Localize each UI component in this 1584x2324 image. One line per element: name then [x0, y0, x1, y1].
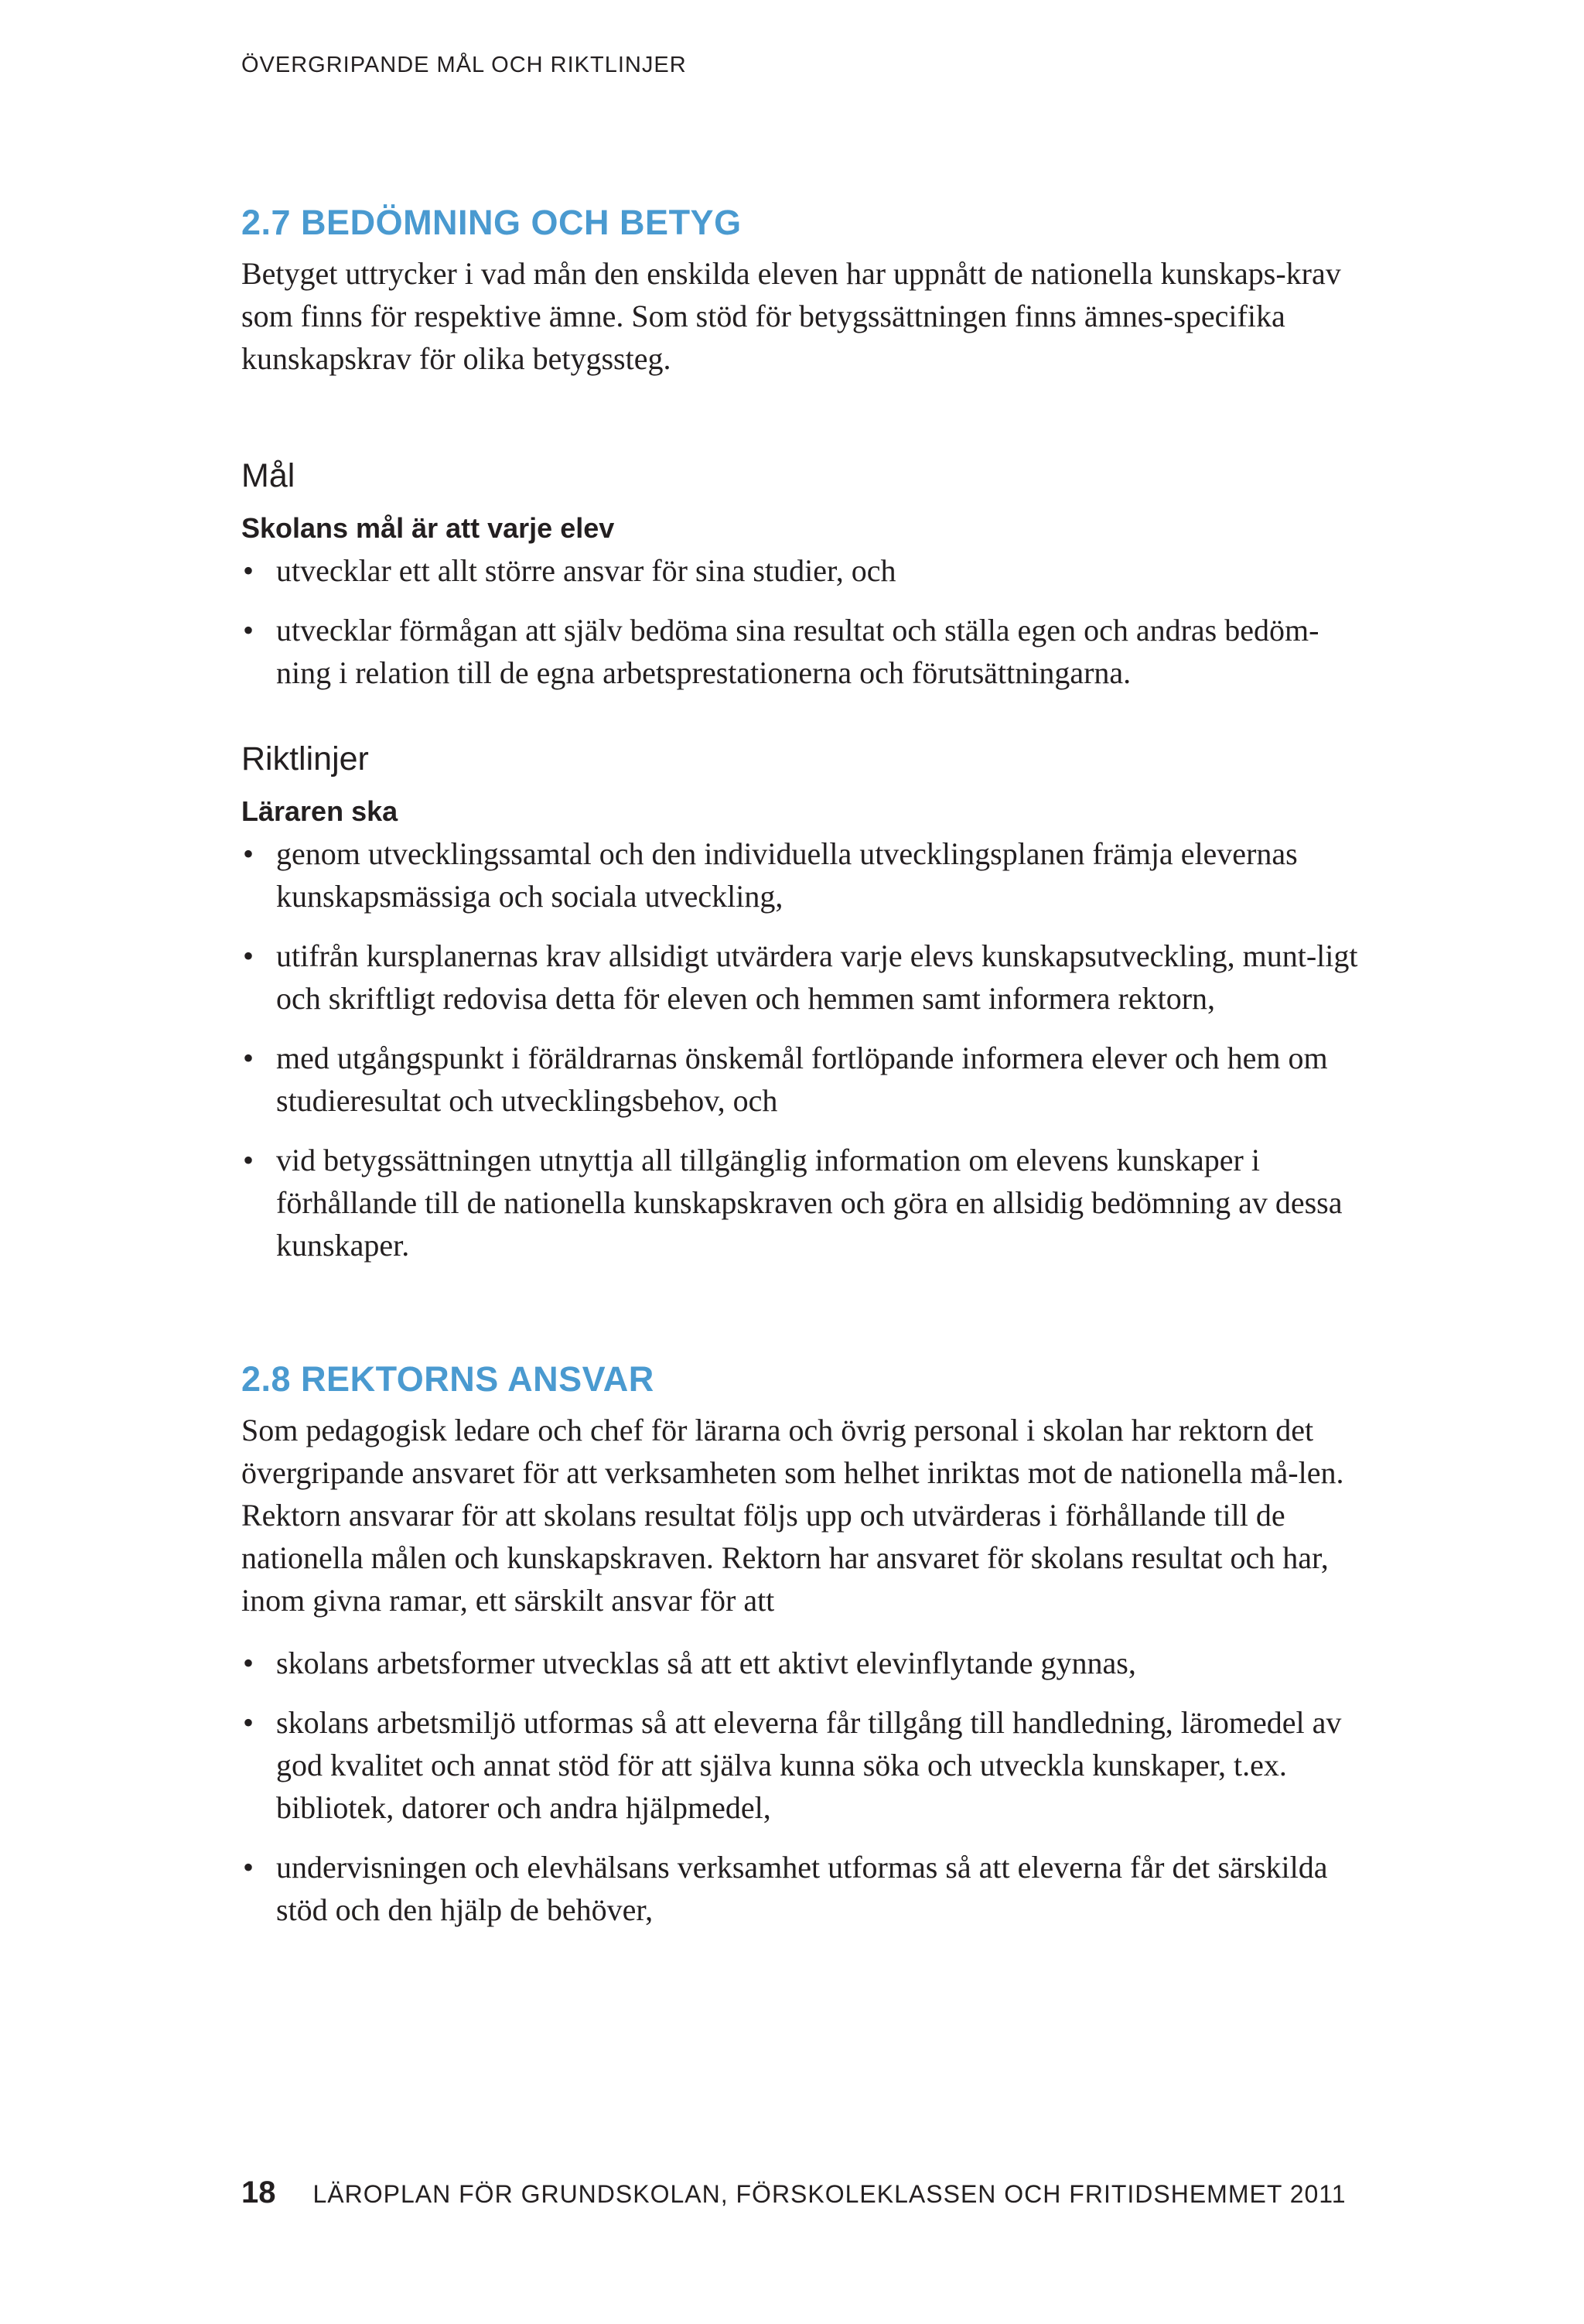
goals-lead: Skolans mål är att varje elev — [241, 512, 615, 544]
goals-list — [241, 549, 1371, 694]
bullet-icon: • — [243, 1041, 254, 1075]
page-number: 18 — [241, 2175, 276, 2210]
bullet-icon: • — [243, 553, 254, 588]
section-heading: 2.8 REKTORNS ANSVAR — [241, 1359, 654, 1399]
list-item: • utvecklar ett allt större ansvar för sina studier, och — [241, 549, 1371, 592]
section-intro: Betyget uttrycker i vad mån den enskilda eleven har uppnått de nationella kunskaps-krav som finns för respektive ämne. Som stöd för betygssättningen finns ämnes-specifika kunskapskrav för olika betygssteg. — [241, 256, 1341, 376]
section-rektorns-ansvar — [241, 1359, 1371, 1931]
bullet-icon: • — [243, 1850, 254, 1885]
guidelines-lead: Läraren ska — [241, 795, 398, 827]
list-item: • vid betygssättningen utnyttja all tillgänglig information om elevens kunskaper i förhållande till de nationella kunskapskraven och göra en allsidig bedömning av dessa kunskaper. — [241, 1139, 1371, 1266]
list-item: • undervisningen och elevhälsans verksamhet utformas så att eleverna får det särskilda stöd och den hjälp de behöver, — [241, 1846, 1371, 1931]
bullet-icon: • — [243, 1705, 254, 1740]
page-footer — [241, 2175, 1347, 2210]
bullet-icon: • — [243, 1143, 254, 1177]
section-heading: 2.7 BEDÖMNING OCH BETYG — [241, 203, 742, 242]
list-item: • genom utvecklingssamtal och den individuella utvecklingsplanen främja elevernas kunskapsmässiga och sociala utveckling, — [241, 832, 1371, 918]
list-item: • med utgångspunkt i föräldrarnas önskemål fortlöpande informera elever och hem om studieresultat och utvecklingsbehov, och — [241, 1037, 1371, 1122]
bullet-icon: • — [243, 836, 254, 871]
list-item: • skolans arbetsmiljö utformas så att eleverna får tillgång till handledning, läromedel av god kvalitet och annat stöd för att själva kunna söka och utveckla kunskaper, t.ex. bibliotek, datorer och andra hjälpmedel, — [241, 1701, 1371, 1829]
guidelines-heading: Riktlinjer — [241, 740, 369, 778]
bullet-icon: • — [243, 613, 254, 648]
guidelines-list — [241, 832, 1371, 1266]
section-bedomning-och-betyg — [241, 203, 1371, 1266]
section-intro: Som pedagogisk ledare och chef för lärarna och övrig personal i skolan har rektorn det övergripande ansvaret för att verksamheten som helhet inriktas mot de nationella må-len. Rektorn ansvarar för att skolans resultat följs upp och utvärderas i förhållande till de nationella målen och kunskapskraven. Rektorn har ansvaret för skolans resultat och har, inom givna ramar, ett särskilt ansvar för att — [241, 1413, 1344, 1618]
page-content — [241, 203, 1371, 1931]
running-header: ÖVERGRIPANDE MÅL OCH RIKTLINJER — [241, 53, 687, 77]
responsibilities-list — [241, 1642, 1371, 1931]
goals-heading: Mål — [241, 457, 295, 494]
list-item: • skolans arbetsformer utvecklas så att ett aktivt elevinflytande gynnas, — [241, 1642, 1371, 1684]
document-title: LÄROPLAN FÖR GRUNDSKOLAN, FÖRSKOLEKLASSEN OCH FRITIDSHEMMET 2011 — [312, 2180, 1347, 2208]
bullet-icon: • — [243, 1646, 254, 1680]
bullet-icon: • — [243, 938, 254, 973]
list-item: • utifrån kursplanernas krav allsidigt utvärdera varje elevs kunskapsutveckling, munt-ligt och skriftligt redovisa detta för eleven och hemmen samt informera rektorn, — [241, 935, 1371, 1020]
list-item: • utvecklar förmågan att själv bedöma sina resultat och ställa egen och andras bedöm-ning i relation till de egna arbetsprestationerna och förutsättningarna. — [241, 609, 1371, 694]
